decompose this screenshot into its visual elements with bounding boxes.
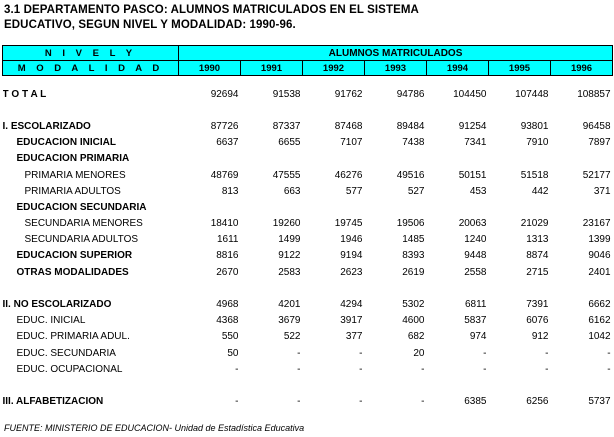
row-label: I. ESCOLARIZADO xyxy=(2,120,91,132)
cell-value: 2619 xyxy=(402,266,425,278)
cell-value: 87726 xyxy=(210,120,239,132)
year-header: 1994 xyxy=(427,61,489,76)
cell-value: 6637 xyxy=(216,137,239,149)
source-footnote: FUENTE: MINISTERIO DE EDUCACION- Unidad de Estadística Educativa xyxy=(4,423,305,433)
cell-value: 7910 xyxy=(526,137,549,149)
cell-value: 442 xyxy=(531,185,549,197)
header-alumnos: ALUMNOS MATRICULADOS xyxy=(179,46,613,61)
cell-value: 8393 xyxy=(402,250,425,262)
enrollment-table xyxy=(2,45,613,410)
cell-value xyxy=(427,199,489,215)
table-row xyxy=(3,86,613,102)
cell-value: 3679 xyxy=(278,315,301,327)
row-label: EDUC. PRIMARIA ADUL. xyxy=(16,331,130,343)
row-label: EDUC. INICIAL xyxy=(16,315,86,327)
cell-value: - xyxy=(545,347,549,359)
cell-value: 50151 xyxy=(458,169,487,181)
year-header: 1990 xyxy=(179,61,241,76)
cell-value: - xyxy=(297,363,301,375)
cell-value: 6162 xyxy=(588,315,611,327)
cell-value: 9122 xyxy=(278,250,301,262)
cell-value: 8874 xyxy=(526,250,549,262)
cell-value: - xyxy=(235,363,239,375)
cell-value: 2401 xyxy=(588,266,611,278)
cell-value: 1946 xyxy=(340,234,363,246)
table-row xyxy=(3,216,613,232)
header-nivel: N I V E L Y xyxy=(3,46,179,61)
table-row xyxy=(3,394,613,410)
cell-value: - xyxy=(421,396,425,408)
cell-value: 94786 xyxy=(396,88,425,100)
cell-value: 4201 xyxy=(278,299,301,311)
cell-value: 4968 xyxy=(216,299,239,311)
cell-value: 377 xyxy=(345,331,363,343)
year-header: 1996 xyxy=(551,61,613,76)
table-row xyxy=(3,167,613,183)
cell-value: 46276 xyxy=(334,169,363,181)
cell-value: 1042 xyxy=(588,331,611,343)
cell-value: 527 xyxy=(407,185,425,197)
cell-value: - xyxy=(421,363,425,375)
table-row xyxy=(3,296,613,312)
cell-value: 682 xyxy=(407,331,425,343)
cell-value: 19506 xyxy=(396,218,425,230)
cell-value: - xyxy=(483,363,487,375)
cell-value: 663 xyxy=(283,185,301,197)
cell-value: 20 xyxy=(413,347,425,359)
cell-value: 4368 xyxy=(216,315,239,327)
cell-value: 2715 xyxy=(526,266,549,278)
cell-value: 104450 xyxy=(453,88,487,100)
cell-value: 8816 xyxy=(216,250,239,262)
cell-value: 453 xyxy=(469,185,487,197)
cell-value: 91538 xyxy=(272,88,301,100)
row-label: EDUCACION SUPERIOR xyxy=(16,250,133,262)
cell-value: 5737 xyxy=(588,396,611,408)
cell-value: 6076 xyxy=(526,315,549,327)
cell-value: 107448 xyxy=(515,88,549,100)
cell-value xyxy=(303,199,365,215)
row-label: EDUC. SECUNDARIA xyxy=(16,347,116,359)
cell-value xyxy=(365,199,427,215)
cell-value: - xyxy=(607,347,611,359)
cell-value: - xyxy=(359,347,363,359)
cell-value: - xyxy=(359,363,363,375)
cell-value xyxy=(427,151,489,167)
cell-value: 48769 xyxy=(210,169,239,181)
cell-value: 550 xyxy=(221,331,239,343)
cell-value: 4600 xyxy=(402,315,425,327)
row-label: EDUCACION SECUNDARIA xyxy=(16,201,147,213)
cell-value: 522 xyxy=(283,331,301,343)
cell-value: 1399 xyxy=(588,234,611,246)
row-label: III. ALFABETIZACION xyxy=(2,396,104,408)
cell-value: 93801 xyxy=(520,120,549,132)
cell-value xyxy=(303,151,365,167)
cell-value: 6385 xyxy=(464,396,487,408)
title-line-2: EDUCATIVO, SEGUN NIVEL Y MODALIDAD: 1990-96. xyxy=(4,19,296,31)
cell-value: 6811 xyxy=(464,299,487,311)
cell-value: 1499 xyxy=(278,234,301,246)
cell-value: 2670 xyxy=(216,266,239,278)
table-row xyxy=(3,151,613,167)
cell-value: - xyxy=(545,363,549,375)
year-header: 1991 xyxy=(241,61,303,76)
cell-value: 974 xyxy=(469,331,487,343)
cell-value: 6662 xyxy=(588,299,611,311)
cell-value xyxy=(241,199,303,215)
cell-value: 89484 xyxy=(396,120,425,132)
table-row xyxy=(3,118,613,134)
cell-value: 6655 xyxy=(278,137,301,149)
cell-value: 7391 xyxy=(526,299,549,311)
cell-value: - xyxy=(297,347,301,359)
cell-value: 23167 xyxy=(582,218,611,230)
cell-value: 108857 xyxy=(577,88,611,100)
cell-value: 50 xyxy=(227,347,239,359)
table-title xyxy=(4,3,419,33)
header-modalidad: M O D A L I D A D xyxy=(3,61,179,76)
cell-value: - xyxy=(359,396,363,408)
cell-value: 912 xyxy=(531,331,549,343)
cell-value: 7107 xyxy=(340,137,363,149)
spacer-row xyxy=(3,76,613,87)
header-row-2 xyxy=(3,61,613,76)
cell-value: 96458 xyxy=(582,120,611,132)
row-label: EDUCACION INICIAL xyxy=(16,137,116,149)
cell-value: 47555 xyxy=(272,169,301,181)
row-label: OTRAS MODALIDADES xyxy=(16,266,129,278)
cell-value: 5837 xyxy=(464,315,487,327)
spacer-row xyxy=(3,280,613,296)
table-row xyxy=(3,329,613,345)
table-row xyxy=(3,361,613,377)
table-row xyxy=(3,248,613,264)
cell-value: 1313 xyxy=(526,234,549,246)
cell-value: 1485 xyxy=(402,234,425,246)
cell-value xyxy=(241,151,303,167)
cell-value: 87337 xyxy=(272,120,301,132)
cell-value: 87468 xyxy=(334,120,363,132)
cell-value: - xyxy=(483,347,487,359)
cell-value: 371 xyxy=(593,185,611,197)
cell-value: 49516 xyxy=(396,169,425,181)
header-row-1 xyxy=(3,46,613,61)
cell-value: 91254 xyxy=(458,120,487,132)
cell-value: 7341 xyxy=(464,137,487,149)
cell-value xyxy=(179,151,241,167)
cell-value: 91762 xyxy=(334,88,363,100)
year-header: 1993 xyxy=(365,61,427,76)
cell-value: 6256 xyxy=(526,396,549,408)
cell-value: 7897 xyxy=(588,137,611,149)
table-row xyxy=(3,313,613,329)
cell-value: - xyxy=(607,363,611,375)
cell-value: 7438 xyxy=(402,137,425,149)
cell-value: 3917 xyxy=(340,315,363,327)
title-line-1: 3.1 DEPARTAMENTO PASCO: ALUMNOS MATRICULADOS EN EL SISTEMA xyxy=(4,4,419,16)
cell-value: 4294 xyxy=(340,299,363,311)
cell-value: 52177 xyxy=(582,169,611,181)
row-label: PRIMARIA MENORES xyxy=(24,169,126,181)
cell-value: 1240 xyxy=(464,234,487,246)
cell-value: 813 xyxy=(221,185,239,197)
year-header: 1995 xyxy=(489,61,551,76)
table-row xyxy=(3,183,613,199)
cell-value: 9046 xyxy=(588,250,611,262)
spacer-row xyxy=(3,102,613,118)
cell-value: 9194 xyxy=(340,250,363,262)
cell-value xyxy=(489,151,551,167)
cell-value: 19260 xyxy=(272,218,301,230)
cell-value: 577 xyxy=(345,185,363,197)
row-label: T O T A L xyxy=(2,88,47,100)
cell-value xyxy=(489,199,551,215)
row-label: PRIMARIA ADULTOS xyxy=(24,185,121,197)
cell-value: 5302 xyxy=(402,299,425,311)
cell-value: 92694 xyxy=(210,88,239,100)
cell-value xyxy=(179,199,241,215)
cell-value: 2583 xyxy=(278,266,301,278)
row-label: EDUCACION PRIMARIA xyxy=(16,153,130,165)
cell-value: 21029 xyxy=(520,218,549,230)
cell-value: 1611 xyxy=(216,234,239,246)
row-label: II. NO ESCOLARIZADO xyxy=(2,299,112,311)
row-label: SECUNDARIA MENORES xyxy=(24,218,143,230)
table-row xyxy=(3,199,613,215)
cell-value xyxy=(551,199,613,215)
cell-value: 9448 xyxy=(464,250,487,262)
cell-value xyxy=(551,151,613,167)
spacer-row xyxy=(3,377,613,393)
cell-value: 51518 xyxy=(520,169,549,181)
cell-value: - xyxy=(235,396,239,408)
table-row xyxy=(3,264,613,280)
cell-value: 2623 xyxy=(340,266,363,278)
table-row xyxy=(3,345,613,361)
cell-value: 2558 xyxy=(464,266,487,278)
table-row xyxy=(3,135,613,151)
row-label: SECUNDARIA ADULTOS xyxy=(24,234,139,246)
cell-value: 18410 xyxy=(210,218,239,230)
cell-value: 19745 xyxy=(334,218,363,230)
cell-value: - xyxy=(297,396,301,408)
cell-value xyxy=(365,151,427,167)
year-header: 1992 xyxy=(303,61,365,76)
cell-value: 20063 xyxy=(458,218,487,230)
table-row xyxy=(3,232,613,248)
row-label: EDUC. OCUPACIONAL xyxy=(16,363,123,375)
